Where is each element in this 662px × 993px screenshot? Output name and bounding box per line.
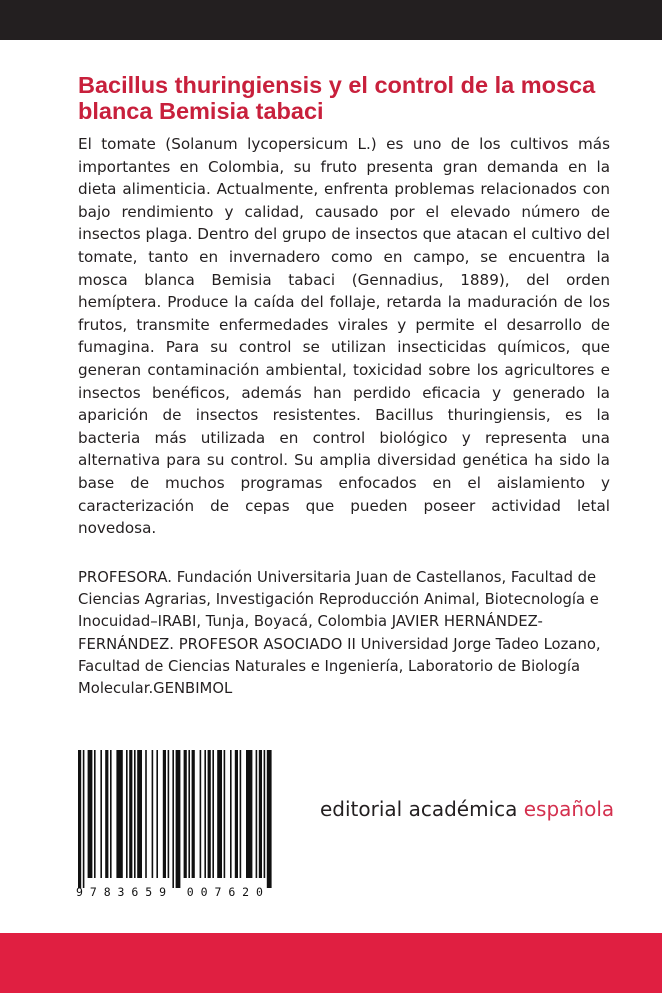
isbn-barcode xyxy=(76,750,276,900)
isbn-number: 9 7 8 3 6 5 9 0 0 7 6 2 0 xyxy=(76,885,263,899)
barcode-bar xyxy=(110,750,112,878)
publisher-name-accent: española xyxy=(523,797,615,821)
book-title: Bacillus thuringiensis y el control de la mosca blanca Bemisia tabaci xyxy=(78,72,596,124)
barcode-bar xyxy=(259,750,262,878)
barcode-bar xyxy=(126,750,128,878)
bottom-band xyxy=(0,933,662,993)
barcode-bar xyxy=(94,750,96,878)
barcode-bar xyxy=(156,750,158,878)
barcode-bar xyxy=(88,750,93,878)
barcode-bar xyxy=(172,750,174,888)
barcode-bar xyxy=(105,750,108,878)
top-band xyxy=(0,0,662,40)
barcode-bar xyxy=(134,750,136,878)
barcode-bar xyxy=(264,750,266,878)
barcode-bar xyxy=(137,750,142,878)
barcode-bar xyxy=(184,750,187,878)
barcode-bar xyxy=(192,750,195,878)
barcode-bar xyxy=(152,750,154,878)
barcode-bar xyxy=(230,750,232,878)
barcode-bar xyxy=(176,750,181,888)
barcode-bar xyxy=(224,750,226,878)
barcode-bar xyxy=(235,750,238,878)
publisher-name: editorial académica xyxy=(320,797,524,821)
barcode-bar xyxy=(217,750,222,878)
barcode-bar xyxy=(267,750,272,888)
barcode-bar xyxy=(78,750,81,888)
barcode-bar xyxy=(116,750,122,878)
barcode-bar xyxy=(168,750,170,878)
barcode-bar xyxy=(100,750,102,878)
barcode-bar xyxy=(83,750,85,888)
barcode-bar xyxy=(256,750,258,878)
barcode-bar xyxy=(204,750,206,878)
barcode-bar xyxy=(129,750,132,878)
barcode-bar xyxy=(246,750,252,878)
author-info: PROFESORA. Fundación Universitaria Juan de Castellanos, Facultad de Ciencias Agrarias, Investigación Reproducción Animal, Biotecnología e Inocuidad–IRABI, Tunja, Boyacá, Colombia JAVIER HERNÁNDEZ-FERNÁNDEZ. PROFESOR ASOCIADO II Universidad Jorge Tadeo Lozano, Facultad de Ciencias Naturales e Ingeniería, Laboratorio de Biología Molecular.GENBIMOL xyxy=(78,569,601,698)
barcode-bar xyxy=(208,750,211,878)
book-abstract: El tomate (Solanum lycopersicum L.) es uno de los cultivos más importantes en Colombia, su fruto presenta gran demanda en la dieta alimenticia. Actualmente, enfrenta problemas relacionados con bajo rendimiento y calidad, causado por el elevado número de insectos plaga. Dentro del grupo de insectos que atacan el cultivo del tomate, tanto en invernadero como en campo, se encuentra la mosca blanca Bemisia tabaci (Gennadius, 1889), del orden hemíptera. Produce la caída del follaje, retarda la maduración de los frutos, transmite enfermedades virales y permite el desarrollo de fumagina. Para su control se utilizan insecticidas químicos, que generan contaminación ambiental, toxicidad sobre los agricultores e insectos benéficos, además han perdido eficacia y generado la aparición de insectos resistentes. Bacillus thuringiensis, es la bacteria más utilizada en control biológico y representa una alternativa para su control. Su amplia diversidad genética ha sido la base de muchos programas enfocados en el aislamiento y caracterización de cepas que pueden poseer actividad letal novedosa. xyxy=(78,135,610,538)
barcode-bar xyxy=(200,750,202,878)
barcode-bar xyxy=(145,750,147,878)
barcode-bar xyxy=(240,750,242,878)
barcode-bar xyxy=(163,750,166,878)
publisher-logo xyxy=(320,797,614,821)
barcode-bar xyxy=(212,750,214,878)
barcode-bar xyxy=(188,750,190,878)
